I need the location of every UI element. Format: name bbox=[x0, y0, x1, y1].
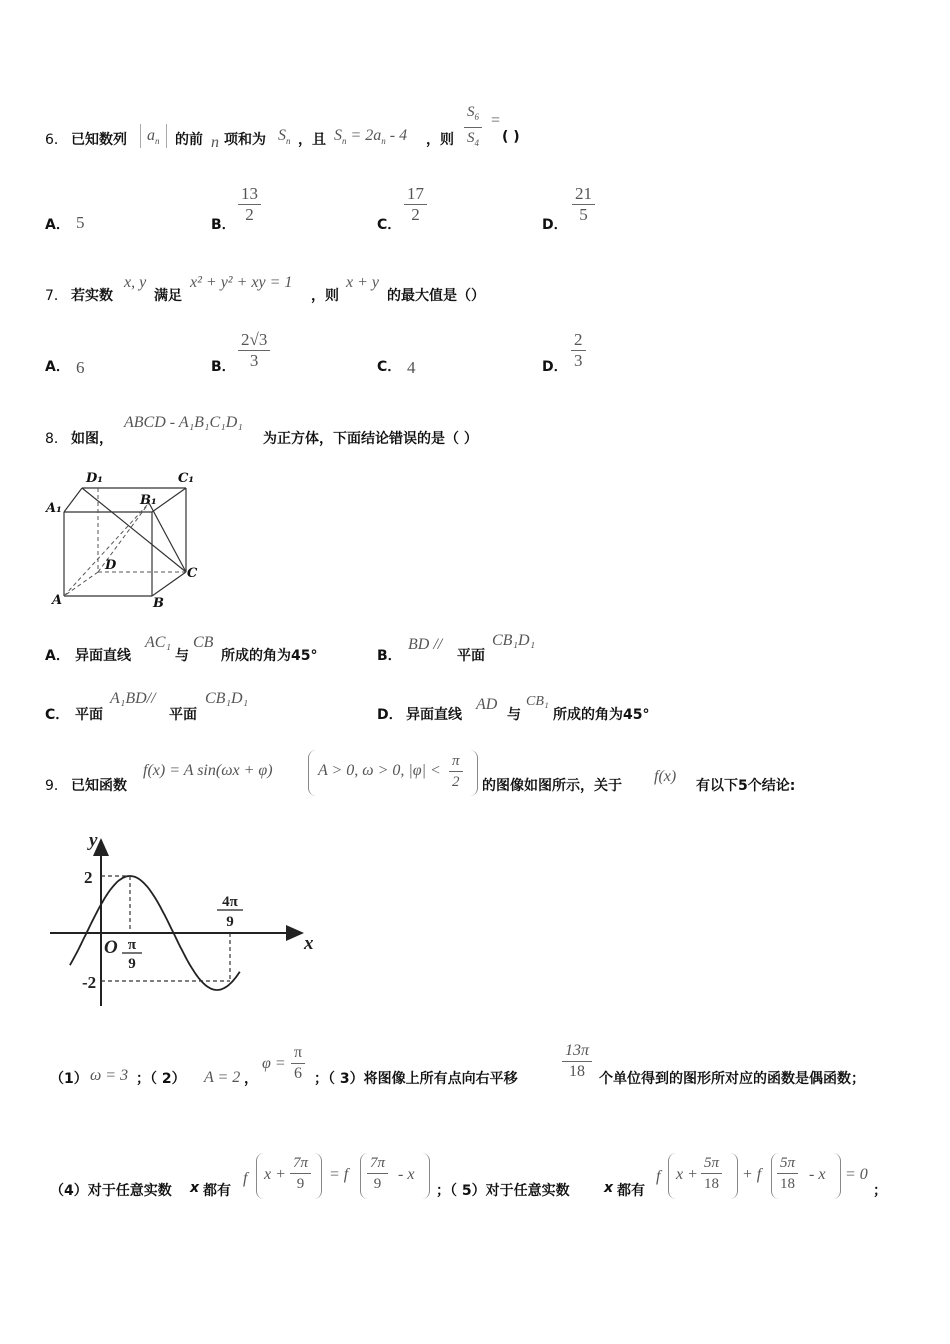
q6-sn: $S_n$ bbox=[278, 127, 291, 146]
q9-c3-fraction: $\frac{13\pi}{18}$ bbox=[562, 1041, 592, 1082]
x-label: x bbox=[304, 933, 314, 954]
q7-text: 若实数 bbox=[71, 288, 113, 304]
q8-option-a-text: 与 bbox=[175, 648, 189, 664]
q8-text: 为正方体，下面结论错误的是（ ） bbox=[263, 431, 478, 447]
sine-graph bbox=[44, 826, 334, 1011]
q8-option-label: A． bbox=[45, 648, 70, 664]
q7-text: 的最大值是（） bbox=[387, 288, 485, 304]
q7-option-c: 4 bbox=[407, 358, 416, 377]
q6-option-label: C． bbox=[377, 217, 402, 233]
vertex-c: C bbox=[187, 566, 198, 581]
q6-option-d: $\frac{21}{5}$ bbox=[572, 184, 595, 225]
q9-c5-math: = 0 bbox=[845, 1166, 868, 1183]
q7-number: 7． bbox=[45, 288, 68, 304]
vertex-d1: D₁ bbox=[86, 471, 103, 486]
q7-option-label: A． bbox=[45, 359, 70, 375]
vertex-d: D bbox=[105, 558, 117, 573]
q9-c4-fraction: $\frac{7\pi}{9}$ bbox=[367, 1153, 388, 1194]
q6-option-a: 5 bbox=[76, 213, 85, 232]
q6-n: n bbox=[211, 134, 219, 151]
q9-c1-label: （1） bbox=[50, 1071, 88, 1087]
q8-option-d-math: CB₁ bbox=[526, 694, 549, 709]
q8-option-b-math: BD // bbox=[408, 636, 443, 653]
q9-c2-phi: φ = bbox=[262, 1055, 286, 1072]
q9-c4-f: f bbox=[243, 1170, 248, 1187]
q6-option-b: $\frac{13}{2}$ bbox=[238, 184, 261, 225]
q9-c5-f: f bbox=[656, 1168, 661, 1185]
q9-c4-math: - x bbox=[398, 1166, 415, 1183]
q8-option-c-text: 平面 bbox=[75, 707, 103, 723]
q9-condition-fraction: $\frac{\pi}{2}$ bbox=[449, 751, 463, 792]
q8-number: 8． bbox=[45, 431, 68, 447]
q8-option-d-text: 与 bbox=[507, 707, 521, 723]
q9-c4-fraction: $\frac{7\pi}{9}$ bbox=[290, 1153, 311, 1194]
q6-equals: = bbox=[491, 112, 501, 129]
q7-text: 满足 bbox=[154, 288, 182, 304]
q9-sep: ；（ 2） bbox=[136, 1071, 186, 1087]
q9-c5-fraction: $\frac{5\pi}{18}$ bbox=[777, 1153, 798, 1194]
q9-c4-text: （4）对于任意实数 bbox=[50, 1183, 172, 1199]
q8-text: 如图， bbox=[71, 431, 113, 447]
q9-text: 有以下5个结论: bbox=[696, 778, 796, 794]
q6-option-label: A． bbox=[45, 217, 70, 233]
q8-option-d-text: 所成的角为45° bbox=[553, 707, 650, 723]
x2-num: 4π bbox=[222, 894, 238, 910]
q9-c5-math: - x bbox=[809, 1166, 826, 1183]
q6-text: 已知数列 bbox=[71, 132, 127, 148]
q8-option-a-text: 所成的角为45° bbox=[221, 648, 318, 664]
q9-c5-math: + f bbox=[742, 1166, 762, 1183]
vertex-b: B bbox=[153, 596, 164, 611]
q8-option-c-math: A₁BD// bbox=[110, 690, 156, 707]
q9-c4-math: = f bbox=[329, 1166, 349, 1183]
q7-condition: x² + y² + xy = 1 bbox=[190, 274, 293, 291]
q9-c5-end: ； bbox=[873, 1183, 887, 1199]
q6-fraction: $\frac{S_6}{S_4}$ bbox=[464, 102, 482, 153]
q9-c2-math: A = 2 bbox=[204, 1069, 241, 1086]
q8-option-b-text: 平面 bbox=[457, 648, 485, 664]
q9-c4-x: x bbox=[190, 1180, 200, 1196]
q6-text: 项和为 bbox=[224, 132, 266, 148]
q6-text: 的前 bbox=[175, 132, 203, 148]
q9-text: 的图像如图所示，关于 bbox=[482, 778, 622, 794]
q6-text: ，则 bbox=[426, 132, 454, 148]
q9-text: 已知函数 bbox=[71, 778, 127, 794]
q9-c4-text: 都有 bbox=[203, 1183, 231, 1199]
y-label: y bbox=[89, 830, 98, 851]
q7-option-label: B． bbox=[211, 359, 236, 375]
x1-den: 9 bbox=[128, 956, 136, 972]
q9-condition: A > 0, ω > 0, |φ| < bbox=[318, 762, 441, 779]
q6-option-label: B． bbox=[211, 217, 236, 233]
cube-figure bbox=[44, 466, 214, 612]
q9-sep: ；（ 3）将图像上所有点向右平移 bbox=[314, 1071, 518, 1087]
q6-paren: ( ) bbox=[502, 129, 520, 145]
q9-number: 9． bbox=[45, 778, 68, 794]
q8-option-a-text: 异面直线 bbox=[75, 648, 131, 664]
q9-c5-text: 都有 bbox=[617, 1183, 645, 1199]
q8-option-label: D． bbox=[377, 707, 403, 723]
q9-c4-end: ；（ 5）对于任意实数 bbox=[436, 1183, 570, 1199]
x2-den: 9 bbox=[226, 914, 234, 930]
q6-number: 6． bbox=[45, 132, 68, 148]
q7-option-label: D． bbox=[542, 359, 568, 375]
q6-text: ，且 bbox=[298, 132, 326, 148]
q9-function: f(x) = A sin(ωx + φ) bbox=[143, 762, 273, 779]
q8-option-d-math: AD bbox=[476, 696, 498, 713]
q7-expression: x + y bbox=[346, 274, 379, 291]
q8-option-c-text: 平面 bbox=[169, 707, 197, 723]
q7-option-d: $\frac{2}{3}$ bbox=[571, 330, 586, 371]
q9-c3-text: 个单位得到的图形所对应的函数是偶函数； bbox=[599, 1071, 865, 1087]
q7-option-label: C． bbox=[377, 359, 402, 375]
q9-c5-math: x + bbox=[676, 1166, 698, 1183]
y-min-label: -2 bbox=[82, 973, 97, 992]
q8-option-c-math: CB₁D₁ bbox=[205, 690, 249, 707]
q6-condition: $S_n = 2a_n - 4$ bbox=[334, 127, 408, 146]
origin-label: O bbox=[104, 937, 118, 958]
vertex-a1: A₁ bbox=[46, 501, 62, 516]
vertex-b1: B₁ bbox=[140, 493, 157, 508]
q7-option-a: 6 bbox=[76, 358, 85, 377]
y-max-label: 2 bbox=[84, 868, 93, 887]
q6-option-c: $\frac{17}{2}$ bbox=[404, 184, 427, 225]
q6-option-label: D． bbox=[542, 217, 568, 233]
q9-c5-x: x bbox=[604, 1180, 614, 1196]
q8-option-label: C． bbox=[45, 707, 70, 723]
q9-c1-math: ω = 3 bbox=[90, 1067, 129, 1084]
q8-option-d-text: 异面直线 bbox=[406, 707, 462, 723]
q7-vars: x, y bbox=[124, 274, 147, 291]
q8-option-a-math: CB bbox=[193, 634, 214, 651]
q8-option-label: B． bbox=[377, 648, 402, 664]
q9-c2-fraction: $\frac{\pi}{6}$ bbox=[291, 1043, 305, 1084]
q8-option-b-math: CB₁D₁ bbox=[492, 632, 536, 649]
q8-option-a-math: AC₁ bbox=[145, 634, 172, 651]
q9-c4-math: x + bbox=[264, 1166, 286, 1183]
q9-fx: f(x) bbox=[654, 768, 677, 785]
vertex-c1: C₁ bbox=[178, 471, 195, 486]
q6-sequence: $a_n$ bbox=[140, 124, 167, 148]
vertex-a: A bbox=[52, 593, 63, 608]
x1-num: π bbox=[127, 937, 137, 953]
q8-cube-name: ABCD - A₁B₁C₁D₁ bbox=[124, 414, 243, 431]
q9-c2-comma: ， bbox=[244, 1071, 258, 1087]
q7-text: ，则 bbox=[311, 288, 339, 304]
q9-c5-fraction: $\frac{5\pi}{18}$ bbox=[701, 1153, 722, 1194]
q7-option-b: $\frac{2√3}{3}$ bbox=[238, 330, 270, 371]
